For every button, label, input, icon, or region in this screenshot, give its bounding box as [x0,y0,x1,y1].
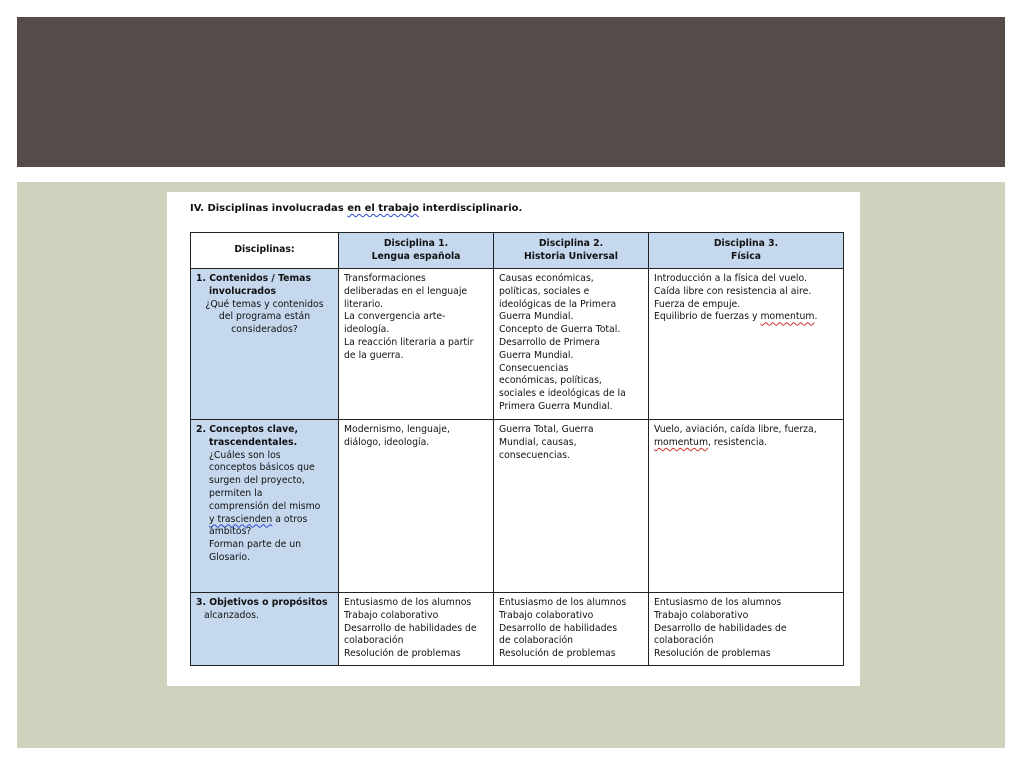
row-head-conceptos: 2. Conceptos clave, trascendentales. ¿Cuáles son los conceptos básicos que surgen del proyecto, permiten la comprensión del mismo y trascienden a otros ámbitos? Forman parte de un Glosario. [191,420,339,593]
heading-flagged-text: en el trabajo [347,203,419,214]
cell-objetivos-lengua: Entusiasmo de los alumnos Trabajo colaborativo Desarrollo de habilidades de colaboración Resolución de problemas [339,593,494,666]
table-row [191,593,844,666]
row-head-contenidos: 1. Contenidos / Temas involucrados ¿Qué temas y contenidos del programa están considerados? [191,269,339,420]
row-head-objetivos: 3. Objetivos o propósitos alcanzados. [191,593,339,666]
header-disciplina-3: Disciplina 3. Física [649,233,844,269]
title-band [17,17,1005,167]
table-row [191,269,844,420]
cell-conceptos-lengua: Modernismo, lenguaje, diálogo, ideología. [339,420,494,593]
header-row [191,233,844,269]
cell-conceptos-historia: Guerra Total, Guerra Mundial, causas, consecuencias. [494,420,649,593]
table-row [191,420,844,593]
cell-objetivos-historia: Entusiasmo de los alumnos Trabajo colaborativo Desarrollo de habilidades de colaboración Resolución de problemas [494,593,649,666]
cell-objetivos-fisica: Entusiasmo de los alumnos Trabajo colaborativo Desarrollo de habilidades de colaboración Resolución de problemas [649,593,844,666]
cell-conceptos-fisica: Vuelo, aviación, caída libre, fuerza, momentum, resistencia. [649,420,844,593]
last-line: Equilibrio de fuerzas y momentum. [654,311,818,323]
heading-suffix: interdisciplinario. [418,203,523,214]
header-disciplinas: Disciplinas: [191,233,339,269]
cell-contenidos-fisica: Introducción a la física del vuelo. Caída libre con resistencia al aire. Fuerza de empuje. Equilibrio de fuerzas y momentum. [649,269,844,420]
heading-prefix: IV. Disciplinas involucradas [190,203,348,214]
document-heading [190,203,522,214]
cell-contenidos-lengua: Transformaciones deliberadas en el lenguaje literario. La convergencia arte- ideología. La reacción literaria a partir de la guerra. [339,269,494,420]
header-disciplina-1: Disciplina 1. Lengua española [339,233,494,269]
header-disciplina-2: Disciplina 2. Historia Universal [494,233,649,269]
cell-contenidos-historia: Causas económicas, políticas, sociales e ideológicas de la Primera Guerra Mundial. Concepto de Guerra Total. Desarrollo de Primera Guerra Mundial. Consecuencias económicas, políticas, sociales e ideológicas de la Primera Guerra Mundial. [494,269,649,420]
disciplines-table [190,232,844,666]
document-image [167,192,860,686]
